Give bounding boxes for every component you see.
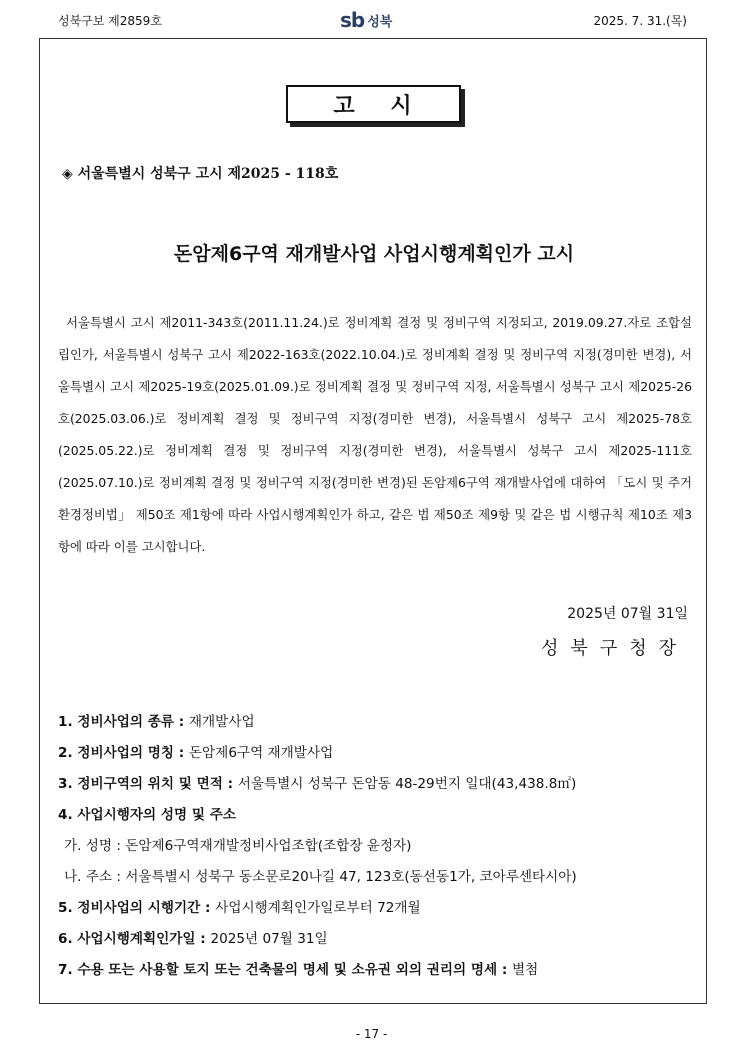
sb-logo bbox=[340, 8, 392, 32]
item-value: 사업시행계획인가일로부터 72개월 bbox=[215, 900, 421, 916]
signer: 성북구청장 bbox=[541, 638, 688, 659]
list-item bbox=[58, 738, 698, 769]
item-label: 7. 수용 또는 사용할 토지 또는 건축물의 명세 및 소유권 외의 권리의 명세 : bbox=[58, 962, 512, 978]
document-title: 돈암제6구역 재개발사업 사업시행계획인가 고시 bbox=[173, 243, 575, 265]
item-value: 돈암제6구역 재개발사업 bbox=[188, 745, 334, 761]
item-label: 1. 정비사업의 종류 : bbox=[58, 714, 189, 730]
list-item bbox=[58, 800, 698, 831]
notice-body: 서울특별시 고시 제2011-343호(2011.11.24.)로 정비계획 결정 및 정비구역 지정되고, 2019.09.27.자로 조합설립인가, 서울특별시 성북구 고시 제2022-163호(2022.10.04.)로 정비계획 결정 및 정비구역 지정(경미한 변경), 서울특별시 고시 제2025-19호(2025.01.09.)로 정비계획 결정 및 정비구역 지정, 서울특별시 성북구 고시 제2025-26호(2025.03.06.)로 정비계획 결정 및 정비구역 지정(경미한 변경), 서울특별시 성북구 고시 제2025-78호(2025.05.22.)로 정비계획 결정 및 정비구역 지정(경미한 변경), 서울특별시 성북구 고시 제2025-111호(2025.07.10.)로 정비계획 결정 및 정비구역 지정(경미한 변경)된 돈암제6구역 재개발사업에 대하여 「도시 및 주거환경정비법」 제50조 제1항에 따라 사업시행계획인가 하고, 같은 법 제50조 제9항 및 같은 법 시행규칙 제10조 제3항에 따라 이를 고시합니다. bbox=[58, 315, 692, 554]
list-item bbox=[58, 862, 698, 893]
list-item bbox=[58, 831, 698, 862]
list-item bbox=[58, 707, 698, 738]
item-value: 2025년 07월 31일 bbox=[210, 931, 328, 947]
notice-date: 2025년 07월 31일 bbox=[567, 606, 688, 622]
item-label: 6. 사업시행계획인가일 : bbox=[58, 931, 211, 947]
notice-title-box: 고 시 bbox=[286, 85, 461, 123]
page-header bbox=[0, 8, 743, 34]
item-value: 가. 성명 : 돈암제6구역재개발정비사업조합(조합장 윤정자) bbox=[64, 838, 412, 854]
notice-frame bbox=[39, 38, 707, 1004]
notice-number: ◈ 서울특별시 성북구 고시 제2025 - 118호 bbox=[62, 166, 339, 182]
list-item bbox=[58, 924, 698, 955]
item-list bbox=[58, 707, 698, 986]
logo-mark: sb bbox=[340, 8, 365, 32]
list-item bbox=[58, 769, 698, 800]
bulletin-date: 2025. 7. 31.(목) bbox=[593, 14, 687, 28]
page-number: - 17 - bbox=[355, 1027, 388, 1041]
item-label: 5. 정비사업의 시행기간 : bbox=[58, 900, 216, 916]
list-item bbox=[58, 893, 698, 924]
logo-text: 성북 bbox=[367, 14, 393, 30]
item-value: 서울특별시 성북구 돈암동 48-29번지 일대(43,438.8㎡) bbox=[237, 776, 577, 792]
bulletin-number: 성북구보 제2859호 bbox=[58, 14, 162, 28]
list-item bbox=[58, 955, 698, 986]
item-label: 3. 정비구역의 위치 및 면적 : bbox=[58, 776, 238, 792]
item-label: 4. 사업시행자의 성명 및 주소 bbox=[58, 807, 236, 823]
item-value: 나. 주소 : 서울특별시 성북구 동소문로20나길 47, 123호(동선동1가, 코아루센타시아) bbox=[64, 869, 577, 885]
item-label: 2. 정비사업의 명칭 : bbox=[58, 745, 189, 761]
item-value: 재개발사업 bbox=[188, 714, 255, 730]
item-value: 별첨 bbox=[512, 962, 539, 978]
